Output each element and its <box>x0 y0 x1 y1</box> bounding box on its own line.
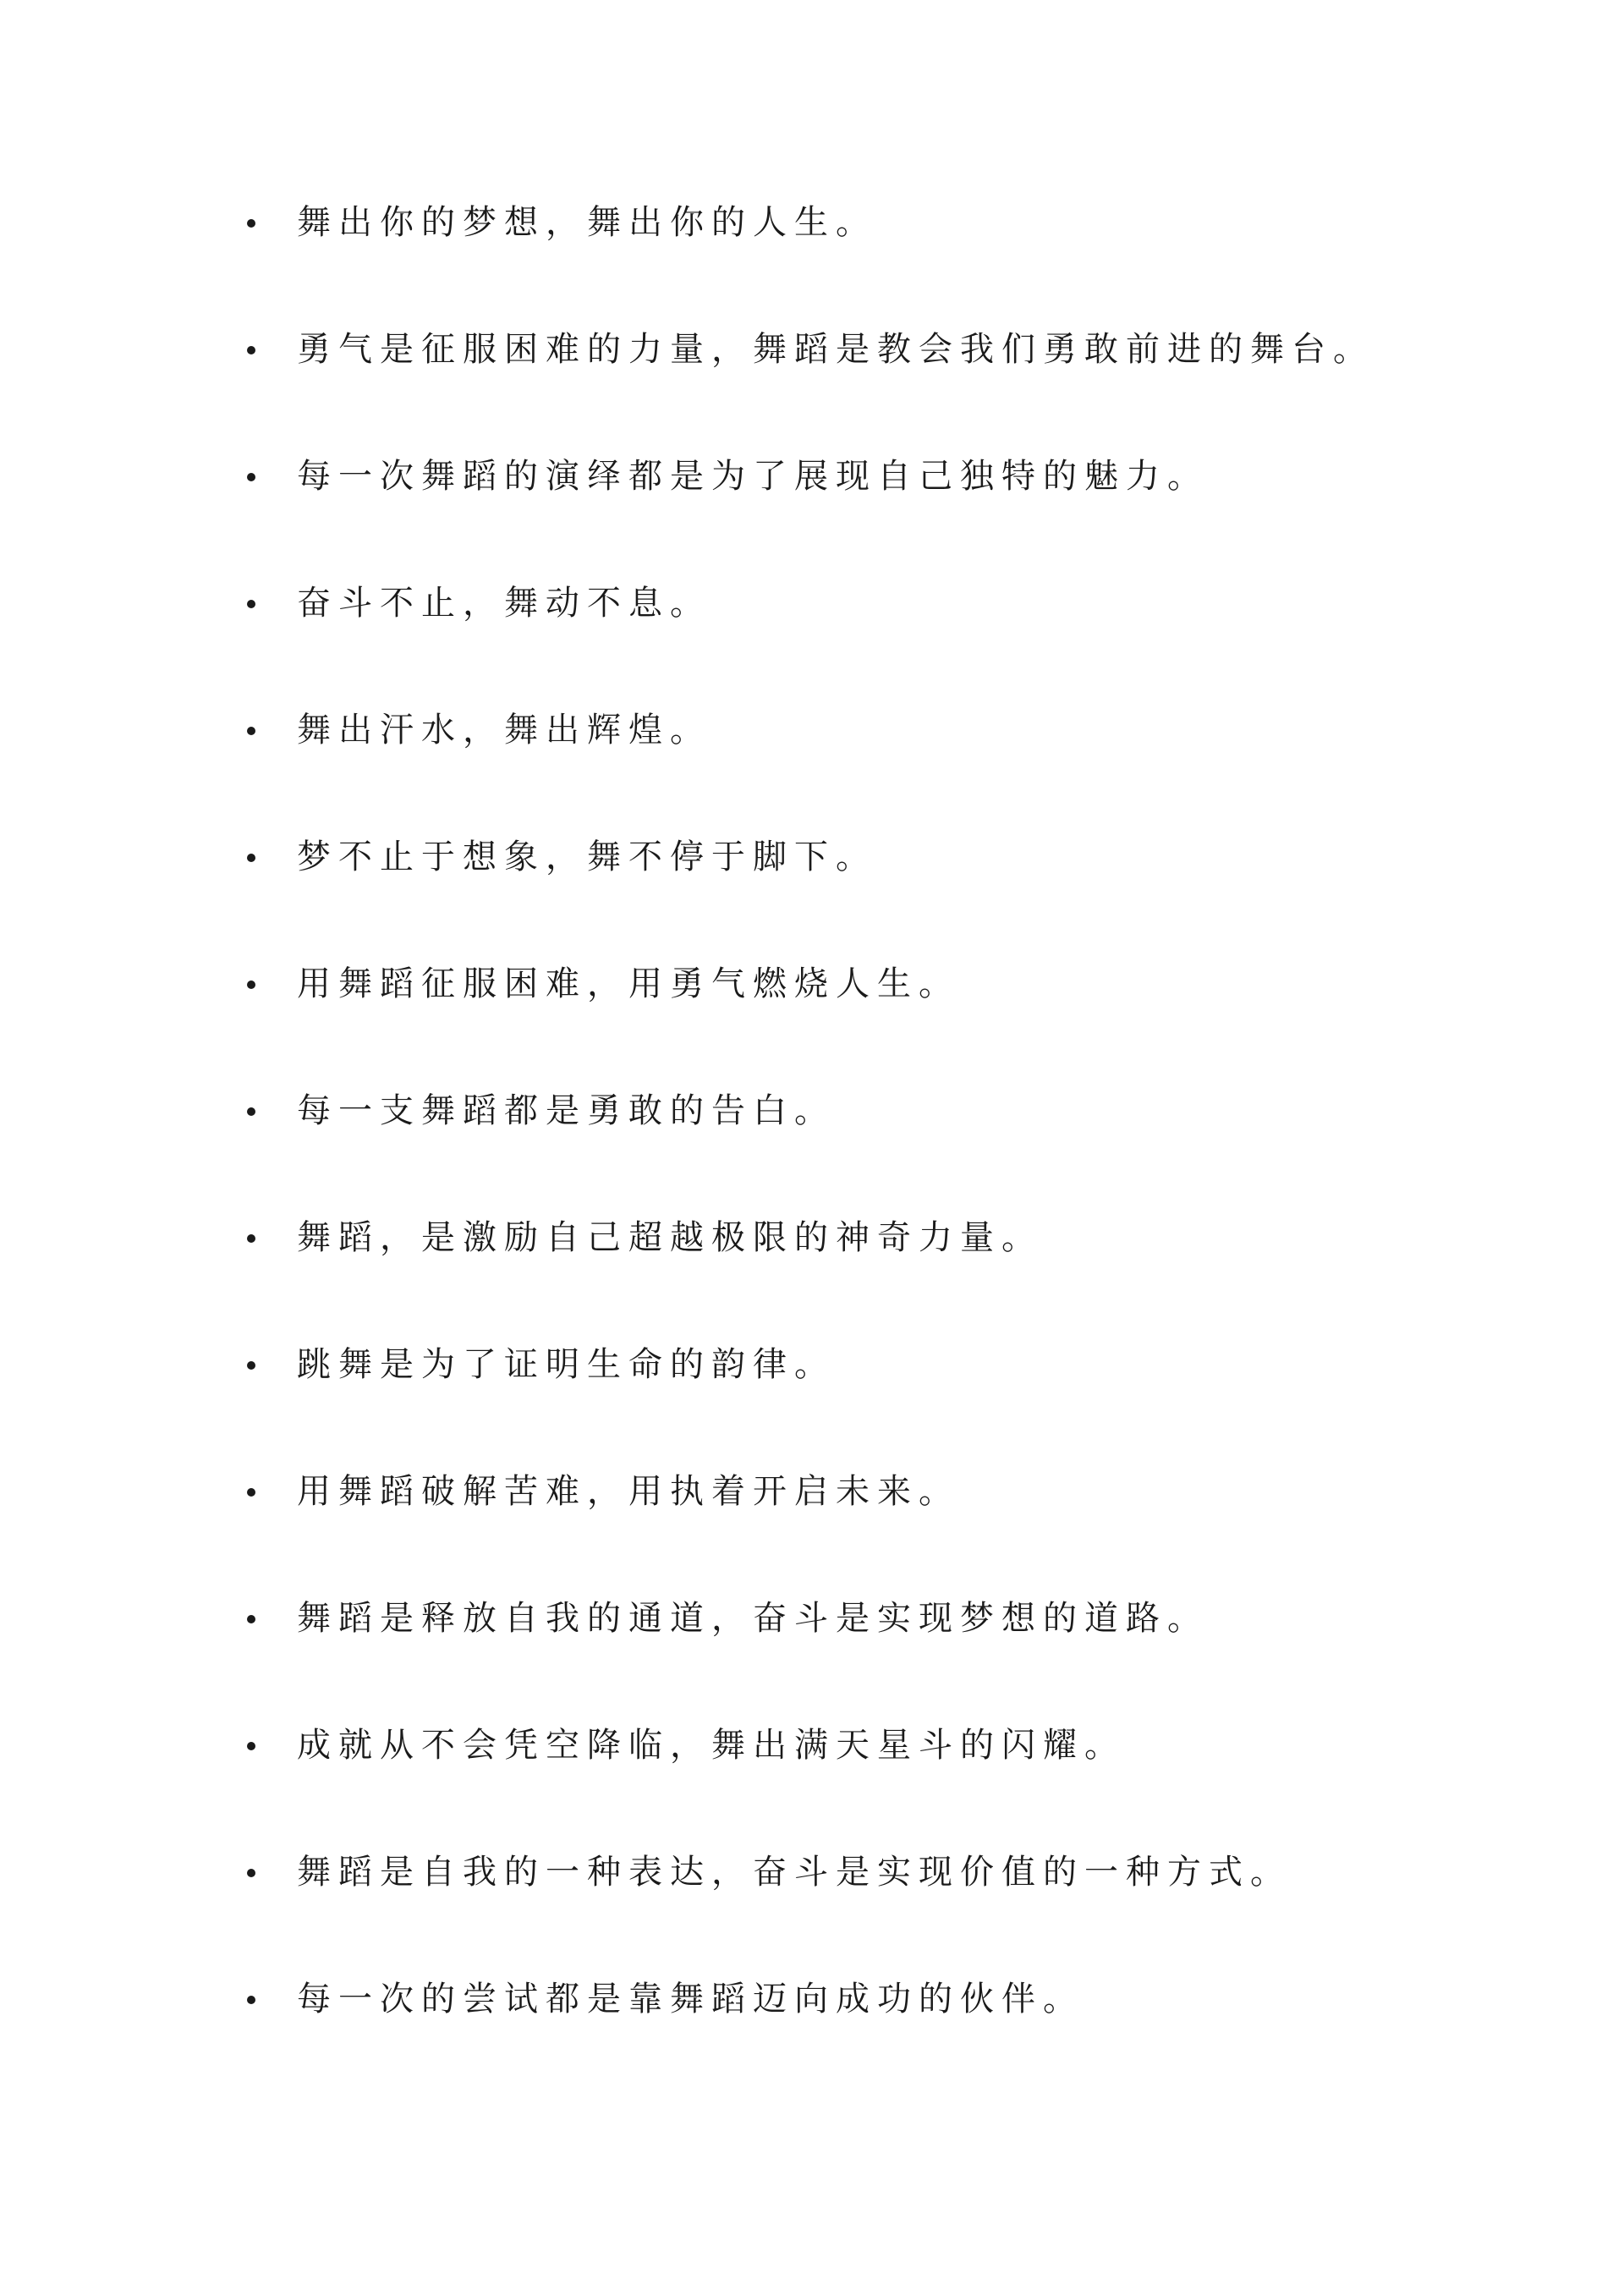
quote-text: 舞蹈，是激励自己超越极限的神奇力量。 <box>297 1218 1043 1257</box>
list-item <box>247 1838 1516 1965</box>
bullet-icon <box>247 346 255 354</box>
bullet-icon <box>247 600 255 608</box>
quote-text: 每一次舞蹈的演绎都是为了展现自己独特的魅力。 <box>297 457 1209 496</box>
quote-text: 跳舞是为了证明生命的韵律。 <box>297 1345 836 1384</box>
bullet-icon <box>247 727 255 735</box>
bullet-icon <box>247 219 255 228</box>
quote-list <box>247 189 1516 2092</box>
bullet-icon <box>247 1615 255 1623</box>
list-item <box>247 823 1516 950</box>
quote-text: 每一支舞蹈都是勇敢的告白。 <box>297 1091 836 1130</box>
bullet-icon <box>247 980 255 989</box>
quote-text: 成就从不会凭空降临，舞出满天星斗的闪耀。 <box>297 1726 1126 1765</box>
bullet-icon <box>247 1107 255 1116</box>
bullet-icon <box>247 1742 255 1750</box>
list-item <box>247 1204 1516 1331</box>
quote-text: 舞蹈是释放自我的通道，奋斗是实现梦想的道路。 <box>297 1599 1209 1638</box>
list-item <box>247 1711 1516 1838</box>
list-item <box>247 316 1516 442</box>
quote-text: 勇气是征服困难的力量，舞蹈是教会我们勇敢前进的舞台。 <box>297 330 1374 369</box>
list-item <box>247 1331 1516 1458</box>
bullet-icon <box>247 1361 255 1370</box>
list-item <box>247 189 1516 316</box>
quote-text: 梦不止于想象，舞不停于脚下。 <box>297 838 877 876</box>
bullet-icon <box>247 1488 255 1497</box>
list-item <box>247 950 1516 1077</box>
list-item <box>247 1077 1516 1204</box>
quote-text: 奋斗不止，舞动不息。 <box>297 584 711 623</box>
bullet-icon <box>247 1996 255 2004</box>
bullet-icon <box>247 1869 255 1877</box>
quote-text: 每一次的尝试都是靠舞蹈迈向成功的伙伴。 <box>297 1980 1084 2019</box>
list-item <box>247 1458 1516 1585</box>
list-item <box>247 1585 1516 1711</box>
bullet-icon <box>247 473 255 481</box>
quote-text: 舞出你的梦想，舞出你的人生。 <box>297 203 877 242</box>
list-item <box>247 1965 1516 2092</box>
list-item <box>247 569 1516 696</box>
quote-text: 舞出汗水，舞出辉煌。 <box>297 711 711 750</box>
quote-text: 用舞蹈征服困难，用勇气燃烧人生。 <box>297 964 960 1003</box>
list-item <box>247 442 1516 569</box>
bullet-icon <box>247 854 255 862</box>
quote-text: 用舞蹈破解苦难，用执着开启未来。 <box>297 1472 960 1511</box>
list-item <box>247 696 1516 823</box>
quote-text: 舞蹈是自我的一种表达，奋斗是实现价值的一种方式。 <box>297 1853 1292 1892</box>
bullet-icon <box>247 1234 255 1243</box>
